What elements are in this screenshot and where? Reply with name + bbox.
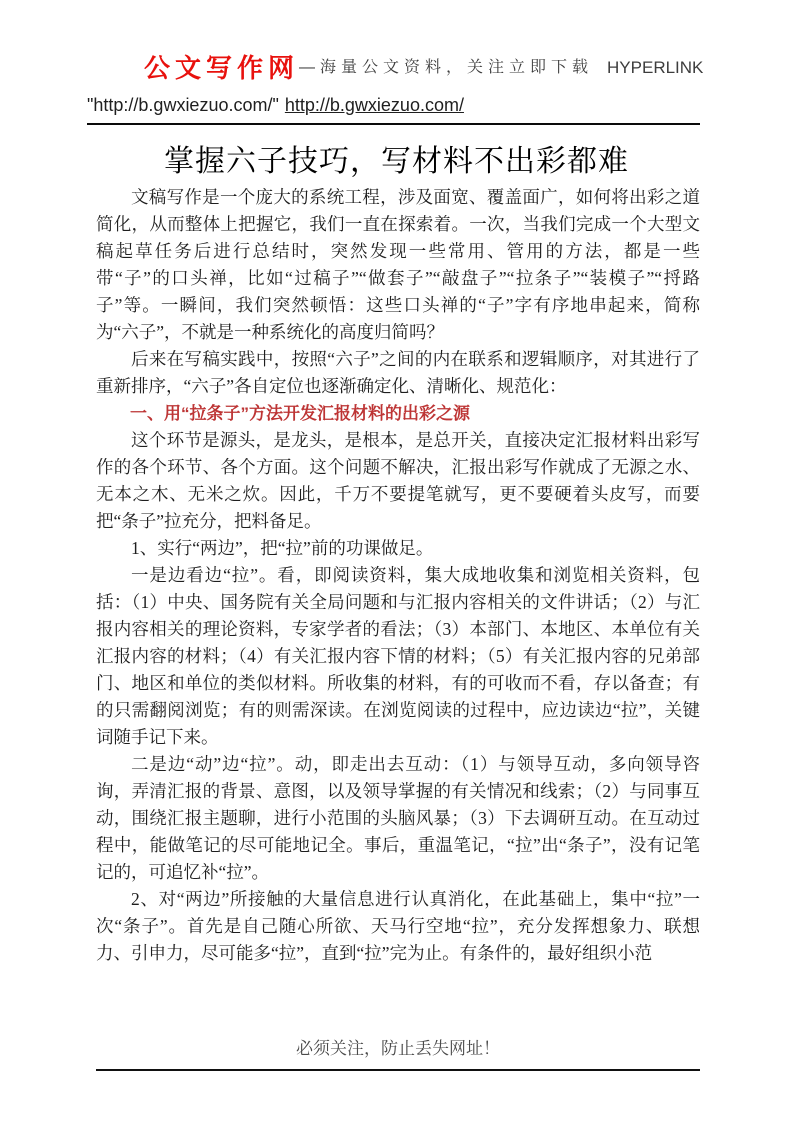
document-title: 掌握六子技巧，写材料不出彩都难 bbox=[164, 145, 629, 178]
footer-notice: 必须关注，防止丢失网址！ bbox=[296, 1039, 500, 1058]
site-url-link[interactable]: http://b.gwxiezuo.com/ bbox=[284, 95, 464, 115]
paragraph-reorder: 后来在写稿实践中，按照“六子”之间的内在联系和逻辑顺序，对其进行了重新排序，“六子”各自定位也逐渐确定化、清晰化、规范化： bbox=[96, 349, 700, 396]
page-footer bbox=[96, 1034, 700, 1071]
paragraph-point-1: 1、实行“两边”，把“拉”前的功课做足。 bbox=[131, 538, 434, 558]
document-body bbox=[96, 184, 700, 967]
site-url-quoted: "http://b.gwxiezuo.com/" bbox=[87, 95, 279, 115]
header-tagline: —海量公文资料，关注立即下载 bbox=[299, 59, 594, 76]
page-header bbox=[87, 48, 704, 125]
header-line-1 bbox=[87, 48, 704, 88]
paragraph-point-2: 2、对“两边”所接触的大量信息进行认真消化，在此基础上，集中“拉”一次“条子”。首先是自己随心所欲、天马行空地“拉”，充分发挥想象力、联想力、引申力，尽可能多“拉”，直到“拉”完为止。有条件的，最好组织小范 bbox=[96, 889, 700, 963]
hyperlink-field-label: HYPERLINK bbox=[607, 58, 704, 77]
paragraph-read-pull: 一是边看边“拉”。看，即阅读资料，集大成地收集和浏览相关资料，包括：（1）中央、国务院有关全局问题和与汇报内容相关的文件讲话；（2）与汇报内容相关的理论资料，专家学者的看法；（3）本部门、本地区、本单位有关汇报内容的材料；（4）有关汇报内容下情的材料；（5）有关汇报内容的兄弟部门、地区和单位的类似材料。所收集的材料，有的可收而不看，存以备查；有的只需翻阅浏览；有的则需深读。在浏览阅读的过程中，应边读边“拉”，关键词随手记下来。 bbox=[96, 565, 700, 747]
paragraph-intro: 文稿写作是一个庞大的系统工程，涉及面宽、覆盖面广，如何将出彩之道简化，从而整体上把握它，我们一直在探索着。一次，当我们完成一个大型文稿起草任务后进行总结时，突然发现一些常用、管用的方法，都是一些带“子”的口头禅，比如“过稿子”“做套子”“敲盘子”“拉条子”“装模子”“捋路子”等。一瞬间，我们突然顿悟：这些口头禅的“子”字有序地串起来，简称为“六子”，不就是一种系统化的高度归简吗？ bbox=[96, 187, 700, 342]
section-heading-1: 一、用“拉条子”方法开发汇报材料的出彩之源 bbox=[130, 404, 470, 423]
paragraph-move-pull: 二是边“动”边“拉”。动，即走出去互动：（1）与领导互动，多向领导咨询，弄清汇报的背景、意图，以及领导掌握的有关情况和线索；（2）与同事互动，围绕汇报主题聊，进行小范围的头脑风暴；（3）下去调研互动。在互动过程中，能做笔记的尽可能地记全。事后，重温笔记，“拉”出“条子”，没有记笔记的，可追忆补“拉”。 bbox=[96, 754, 700, 882]
paragraph-source: 这个环节是源头，是龙头，是根本，是总开关，直接决定汇报材料出彩写作的各个环节、各个方面。这个问题不解决，汇报出彩写作就成了无源之水、无本之木、无米之炊。因此，千万不要提笔就写，更不要硬着头皮写，而要把“条子”拉充分，把料备足。 bbox=[96, 430, 700, 531]
site-logo: 公文写作网 bbox=[144, 53, 300, 83]
header-line-2 bbox=[87, 92, 700, 118]
